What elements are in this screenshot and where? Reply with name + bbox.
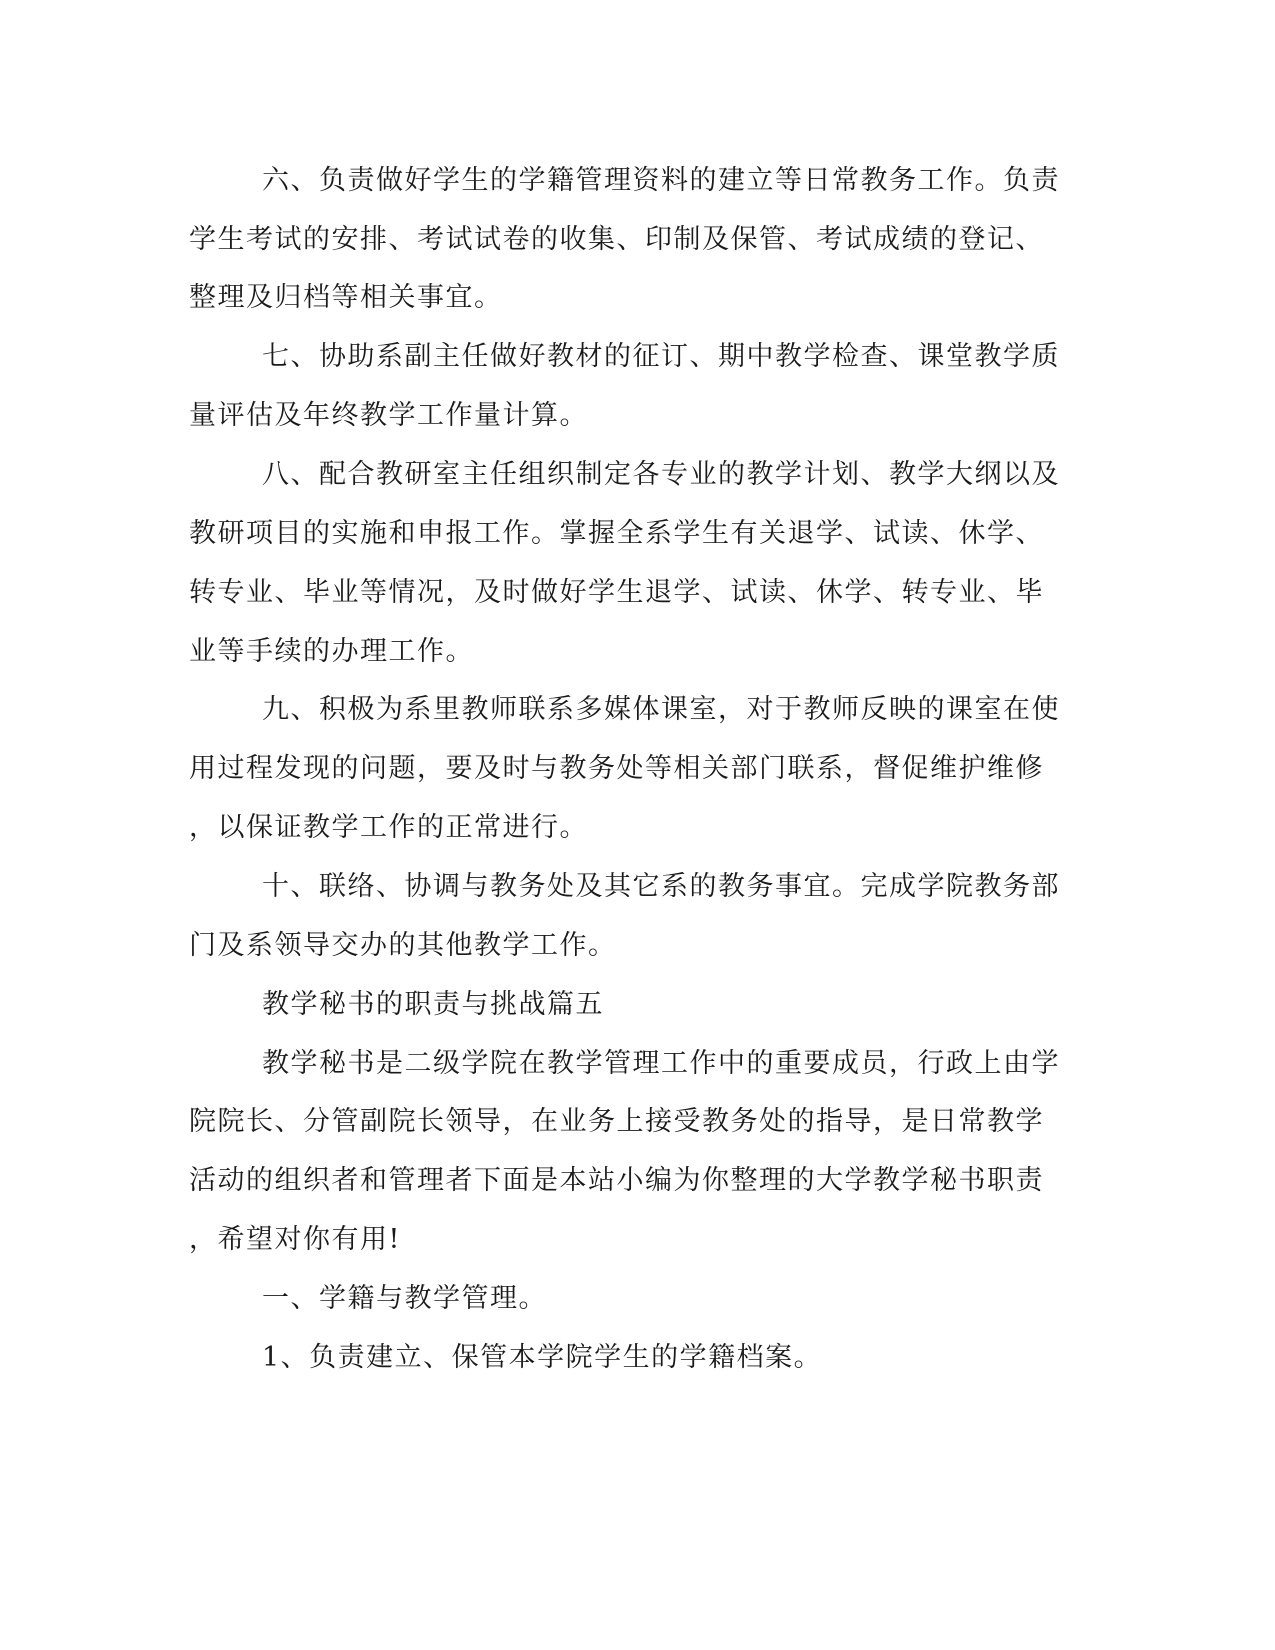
paragraph-7-line-1: 七、协助系副主任做好教材的征订、期中教学检查、课堂教学质 [262,341,1060,372]
paragraph-8-line-3: 转专业、毕业等情况，及时做好学生退学、试读、休学、转专业、毕 [189,577,1044,608]
paragraph-9-line-2: 用过程发现的问题，要及时与教务处等相关部门联系，督促维护维修 [189,753,1044,784]
intro-line-4: ，希望对你有用! [189,1224,401,1255]
subheading-1: 一、学籍与教学管理。 [262,1283,547,1314]
section-heading: 教学秘书的职责与挑战篇五 [262,989,604,1020]
paragraph-8-line-4: 业等手续的办理工作。 [189,636,474,667]
paragraph-8-line-2: 教研项目的实施和申报工作。掌握全系学生有关退学、试读、休学、 [189,518,1044,549]
paragraph-10-line-1: 十、联络、协调与教务处及其它系的教务事宜。完成学院教务部 [262,871,1060,902]
paragraph-6-line-3: 整理及归档等相关事宜。 [189,282,503,313]
paragraph-8-line-1: 八、配合教研室主任组织制定各专业的教学计划、教学大纲以及 [262,459,1060,490]
intro-line-3: 活动的组织者和管理者下面是本站小编为你整理的大学教学秘书职责 [189,1165,1044,1196]
intro-line-2: 院院长、分管副院长领导，在业务上接受教务处的指导，是日常教学 [189,1106,1044,1137]
paragraph-7-line-2: 量评估及年终教学工作量计算。 [189,400,588,431]
item-1: 1、负责建立、保管本学院学生的学籍档案。 [262,1342,823,1373]
paragraph-9-line-1: 九、积极为系里教师联系多媒体课室，对于教师反映的课室在使 [262,694,1060,725]
paragraph-6-line-1: 六、负责做好学生的学籍管理资料的建立等日常教务工作。负责 [262,165,1060,196]
intro-line-1: 教学秘书是二级学院在教学管理工作中的重要成员，行政上由学 [262,1048,1060,1079]
paragraph-9-line-3: ，以保证教学工作的正常进行。 [189,812,588,843]
paragraph-6-line-2: 学生考试的安排、考试试卷的收集、印制及保管、考试成绩的登记、 [189,224,1044,255]
paragraph-10-line-2: 门及系领导交办的其他教学工作。 [189,930,617,961]
